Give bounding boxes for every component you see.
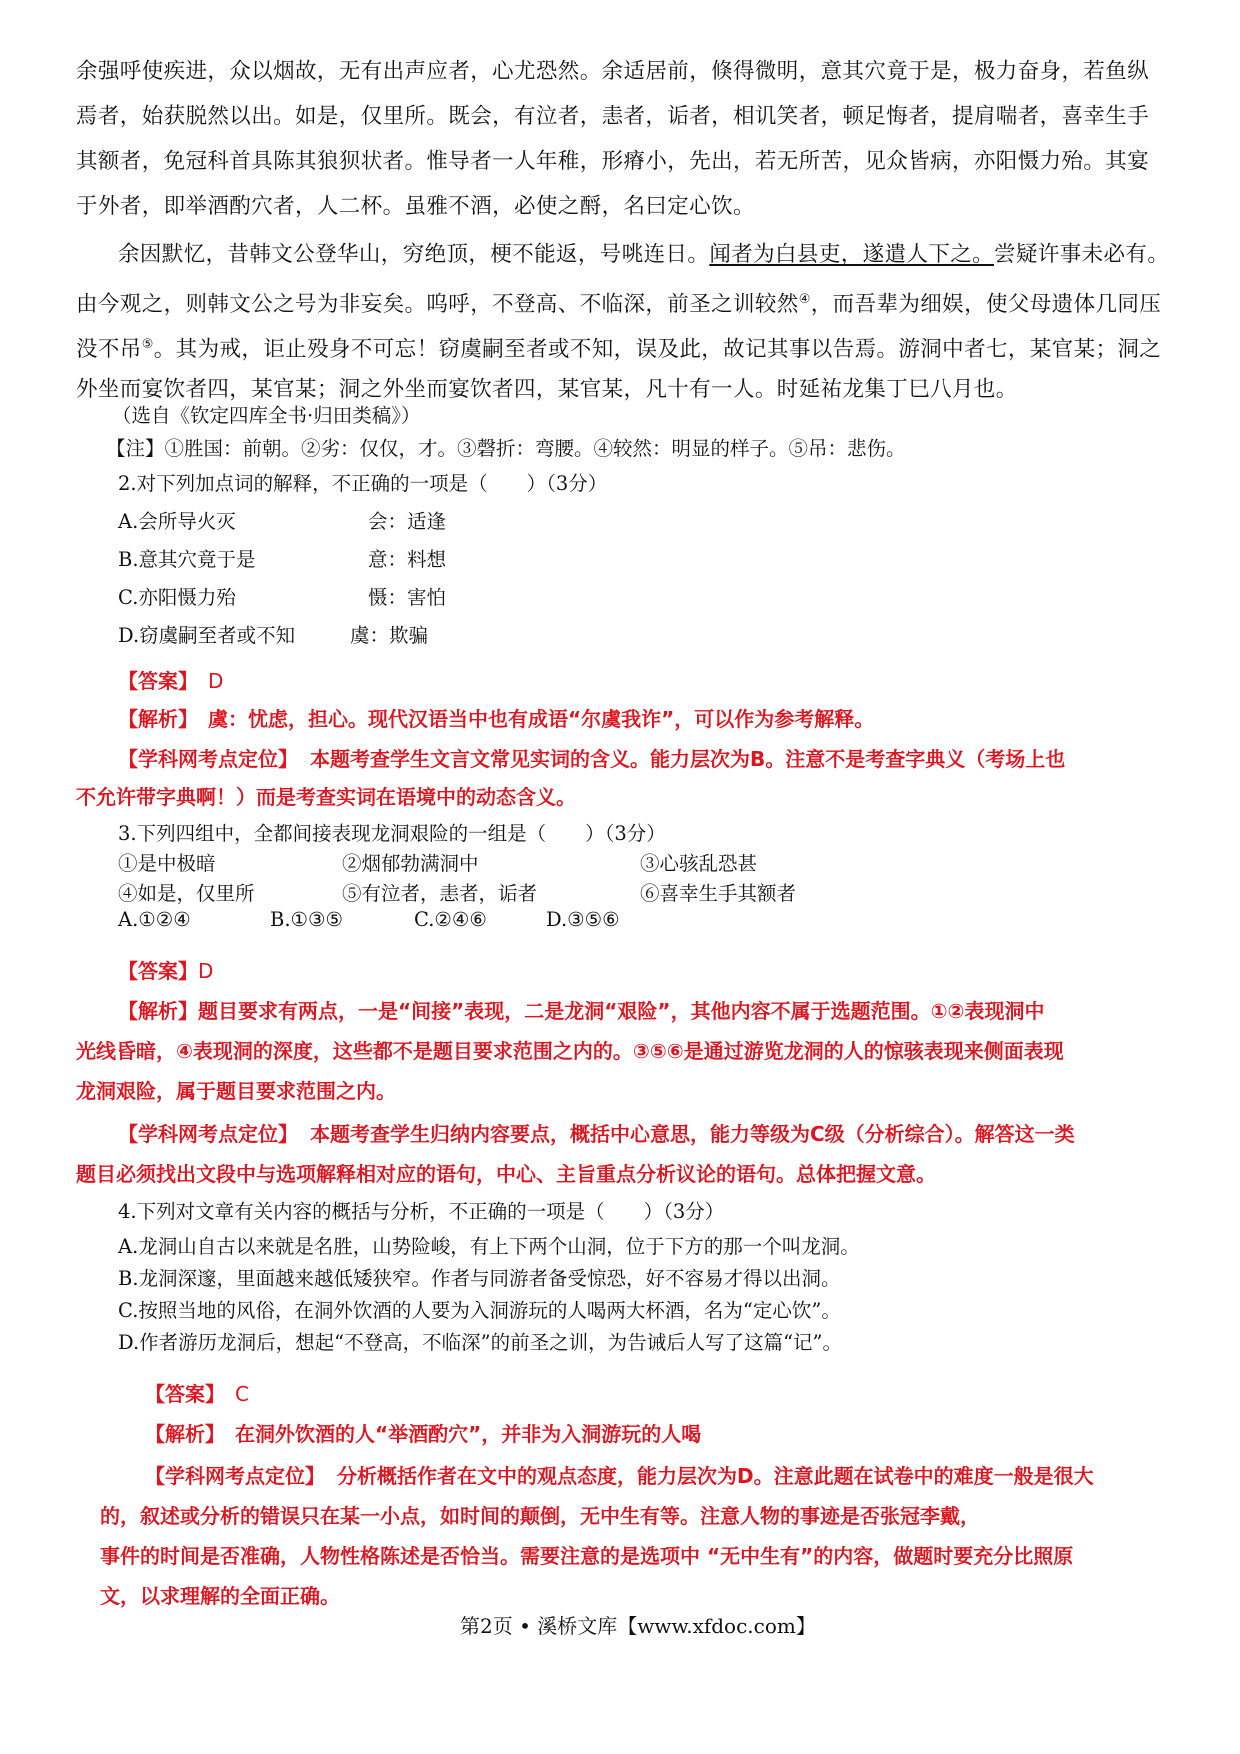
footnote-mark: ⑤: [141, 337, 154, 352]
q4-knowledge-point: 事件的时间是否准确，人物性格陈述是否恰当。需要注意的是选项中 “无中生有”的内容，做题时要充分比照原: [100, 1544, 1074, 1568]
q4-answer: 【答案】 C: [145, 1382, 249, 1406]
q2-option: A.会所导火灭: [118, 510, 236, 533]
page-footer: 第2页 • 溪桥文库【www.xfdoc.com】: [460, 1614, 816, 1638]
passage-text: 。其为戒，讵止殁身不可忘！窃虞嗣至者或不知，误及此，故记其事以告焉。游洞中者七，某官某；洞之: [153, 337, 1162, 363]
question-2-stem: 2.对下列加点词的解释，不正确的一项是（ ）（3分）: [118, 472, 608, 495]
passage-text: 由今观之，则韩文公之号为非妄矣。呜呼，不登高、不临深，前圣之训较然: [76, 292, 799, 318]
passage-line: 焉者，始获脱然以出。如是，仅里所。既会，有泣者，恚者，诟者，相讥笑者，顿足悔者，提肩喘者，喜幸生手: [76, 104, 1150, 129]
passage-text: 余因默忆，昔韩文公登华山，穷绝顶，梗不能返，号咷连日。: [118, 242, 710, 267]
q2-option-gloss: 意：料想: [368, 548, 447, 571]
footnote: 【注】①胜国：前朝。②劣：仅仅，才。③磬折：弯腰。④较然：明显的样子。⑤吊：悲伤。: [106, 437, 906, 460]
passage-line: 外坐而宴饮者四，某官某；洞之外坐而宴饮者四，某官某，凡十有一人。时延祐龙集丁巳八月也。: [76, 377, 1018, 402]
q3-analysis: 光线昏暗，④表现洞的深度，这些都不是题目要求范围之内的。③⑤⑥是通过游览龙洞的人的惊骇表现来侧面表现: [76, 1039, 1064, 1063]
q4-knowledge-point: 文，以求理解的全面正确。: [100, 1584, 340, 1608]
q4-knowledge-point: 【学科网考点定位】 分析概括作者在文中的观点态度，能力层次为D。注意此题在试卷中的难度一般是很大: [145, 1464, 1094, 1488]
passage-text: 没不吊: [76, 337, 142, 363]
q3-item: ①是中极暗: [118, 852, 216, 875]
passage-line: 其额者，免冠科首具陈其狼狈状者。惟导者一人年稚，形瘠小，先出，若无所苦，见众皆病，亦阳慑力殆。其宴: [76, 149, 1150, 174]
q4-knowledge-point: 的，叙述或分析的错误只在某一小点，如时间的颠倒，无中生有等。注意人物的事迹是否张冠李戴，: [100, 1504, 980, 1528]
q4-option: A.龙洞山自古以来就是名胜，山势险峻，有上下两个山洞，位于下方的那一个叫龙洞。: [118, 1235, 860, 1258]
q4-option: C.按照当地的风俗，在洞外饮酒的人要为入洞游玩的人喝两大杯酒，名为“定心饮”。: [118, 1299, 841, 1322]
q4-option: D.作者游历龙洞后，想起“不登高，不临深”的前圣之训，为告诫后人写了这篇“记”。: [118, 1331, 843, 1354]
q2-option: D.窃虞嗣至者或不知: [118, 624, 296, 647]
underlined-sentence: 闻者为白县吏，遂遣人下之。: [709, 242, 995, 267]
question-4-stem: 4.下列对文章有关内容的概括与分析，不正确的一项是（ ）（3分）: [118, 1200, 725, 1223]
q2-analysis: 【解析】 虞：忧虑，担心。现代汉语当中也有成语“尔虞我诈”，可以作为参考解释。: [118, 707, 875, 731]
q3-choice: C.②④⑥: [414, 908, 487, 931]
q3-knowledge-point: 题目必须找出文段中与选项解释相对应的语句，中心、主旨重点分析议论的语句。总体把握文意。: [76, 1162, 936, 1186]
passage-line: 余强呼使疾进，众以烟故，无有出声应者，心尤恐然。余适居前，倏得微明，意其穴竟于是，极力奋身，若鱼纵: [76, 59, 1150, 84]
q3-item: ②烟郁勃满洞中: [342, 852, 479, 875]
q3-item: ④如是，仅里所: [118, 882, 255, 905]
q2-knowledge-point: 不允许带字典啊！）而是考查实词在语境中的动态含义。: [76, 785, 576, 809]
q2-option: B.意其穴竟于是: [118, 548, 256, 571]
q2-answer: 【答案】 D: [118, 669, 224, 693]
q3-item: ⑥喜幸生手其额者: [640, 882, 797, 905]
passage-text: 尝疑许事未必有。: [994, 242, 1170, 267]
q4-option: B.龙洞深邃，里面越来越低矮狭窄。作者与同游者备受惊恐，好不容易才得以出洞。: [118, 1267, 841, 1290]
source-citation: （选自《钦定四库全书·归田类稿》）: [112, 404, 421, 427]
question-3-stem: 3.下列四组中，全都间接表现龙洞艰险的一组是（ ）（3分）: [118, 822, 666, 845]
q3-analysis: 【解析】题目要求有两点，一是“间接”表现，二是龙洞“艰险”，其他内容不属于选题范围。①②表现洞中: [118, 999, 1045, 1023]
q3-item: ⑤有泣者，恚者，诟者: [342, 882, 538, 905]
passage-line: 于外者，即举酒酌穴者，人二杯。虽雅不酒，必使之酹，名曰定心饮。: [76, 194, 755, 219]
q2-knowledge-point: 【学科网考点定位】 本题考查学生文言文常见实词的含义。能力层次为B。注意不是考查字典义（考场上也: [118, 747, 1066, 771]
q3-choice: D.③⑤⑥: [546, 908, 620, 931]
q2-option: C.亦阳慑力殆: [118, 586, 236, 609]
footnote-mark: ④: [798, 292, 811, 307]
q3-answer: 【答案】D: [118, 959, 214, 983]
q4-analysis: 【解析】 在洞外饮酒的人“举酒酌穴”，并非为入洞游玩的人喝: [145, 1422, 702, 1446]
passage-text: ，而吾辈为细娱，使父母遗体几同压: [810, 292, 1162, 318]
q3-choice: A.①②④: [118, 908, 191, 931]
q3-analysis: 龙洞艰险，属于题目要求范围之内。: [76, 1079, 396, 1103]
q2-option-gloss: 会：适逢: [368, 510, 447, 533]
q2-option-gloss: 虞：欺骗: [350, 624, 429, 647]
q3-knowledge-point: 【学科网考点定位】 本题考查学生归纳内容要点，概括中心意思，能力等级为C级（分析综合）。解答这一类: [118, 1122, 1075, 1146]
passage-line: [118, 230, 1169, 279]
q3-choice: B.①③⑤: [270, 908, 343, 931]
q3-item: ③心骇乱恐甚: [640, 852, 758, 875]
q2-option-gloss: 慑：害怕: [368, 586, 447, 609]
